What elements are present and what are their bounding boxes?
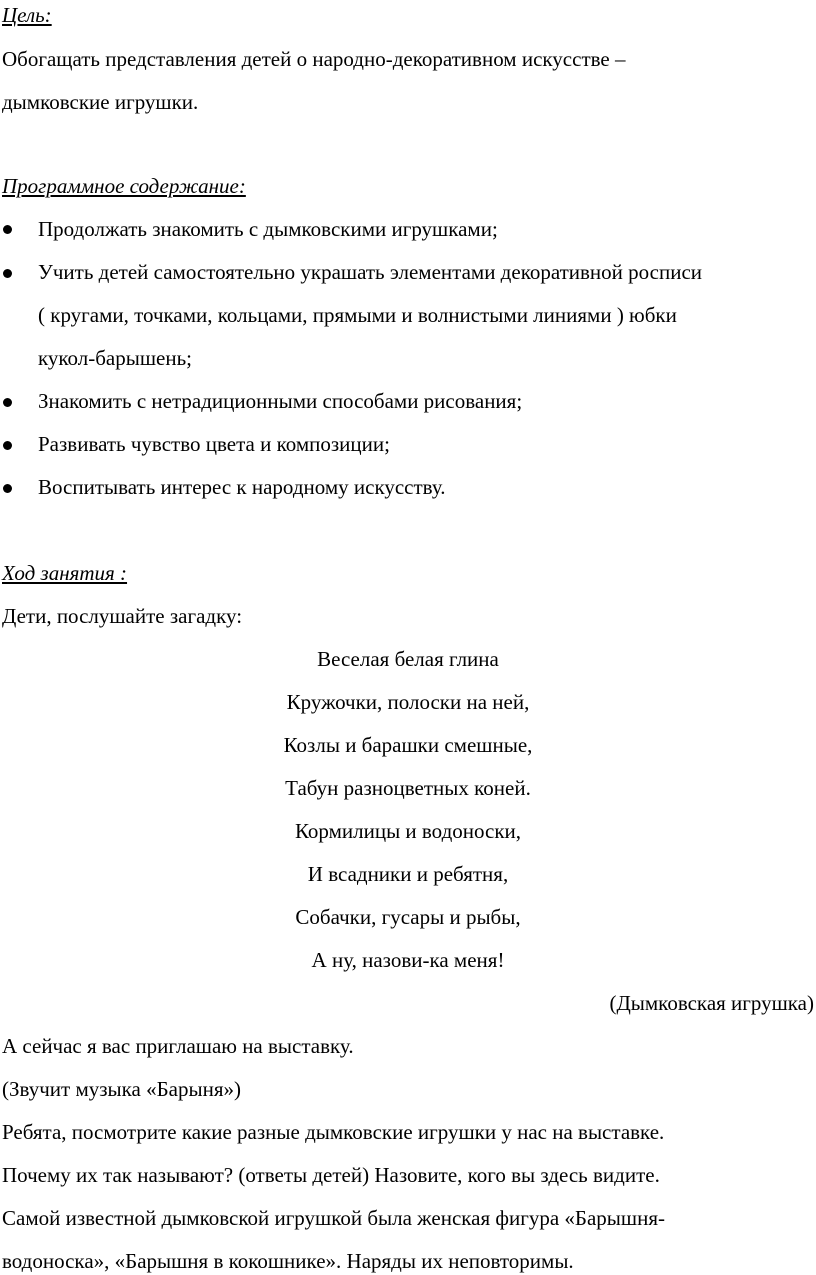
list-item-text: ( кругами, точками, кольцами, прямыми и волнистыми линиями ) юбки — [38, 303, 677, 327]
paragraph-line: Почему их так называют? (ответы детей) Назовите, кого вы здесь видите. — [2, 1163, 660, 1187]
riddle-answer: (Дымковская игрушка) — [609, 991, 814, 1015]
list-item-text: Продолжать знакомить с дымковскими игрушками; — [38, 217, 498, 241]
riddle-line: А ну, назови-ка меня! — [311, 948, 505, 972]
list-item-text: Развивать чувство цвета и композиции; — [38, 432, 390, 456]
bullet-icon — [3, 484, 12, 493]
goal-text-line-1: Обогащать представления детей о народно-декоративном искусстве – — [2, 47, 626, 71]
riddle-line: Табун разноцветных коней. — [285, 776, 531, 800]
list-item-text: Учить детей самостоятельно украшать элементами декоративной росписи — [38, 260, 703, 284]
paragraph-line: Ребята, посмотрите какие разные дымковские игрушки у нас на выставке. — [2, 1120, 665, 1144]
bullet-icon — [3, 225, 12, 234]
goal-heading: Цель: — [2, 3, 52, 27]
list-item-text: Знакомить с нетрадиционными способами рисования; — [38, 389, 523, 413]
paragraph-line: (Звучит музыка «Барыня») — [2, 1077, 241, 1101]
riddle-line: Кормилицы и водоноски, — [294, 819, 522, 843]
bullet-icon — [3, 441, 12, 450]
list-item-text: Воспитывать интерес к народному искусству. — [38, 475, 446, 499]
riddle-line: И всадники и ребятня, — [307, 862, 509, 886]
riddle-line: Собачки, гусары и рыбы, — [295, 905, 521, 929]
riddle-line: Веселая белая глина — [317, 647, 499, 671]
riddle-line: Козлы и барашки смешные, — [283, 733, 533, 757]
paragraph-line: А сейчас я вас приглашаю на выставку. — [2, 1034, 354, 1058]
goal-text-line-2: дымковские игрушки. — [2, 90, 199, 114]
paragraph-line: водоноска», «Барышня в кокошнике». Наряды их неповторимы. — [2, 1249, 574, 1273]
list-item-text: кукол-барышень; — [38, 346, 192, 370]
riddle-intro: Дети, послушайте загадку: — [2, 604, 243, 628]
paragraph-line: Самой известной дымковской игрушкой была женская фигура «Барышня- — [2, 1206, 665, 1230]
bullet-icon — [3, 398, 12, 407]
lesson-heading: Ход занятия : — [2, 561, 128, 585]
riddle-line: Кружочки, полоски на ней, — [286, 690, 530, 714]
program-heading: Программное содержание: — [2, 174, 246, 198]
bullet-icon — [3, 269, 12, 278]
